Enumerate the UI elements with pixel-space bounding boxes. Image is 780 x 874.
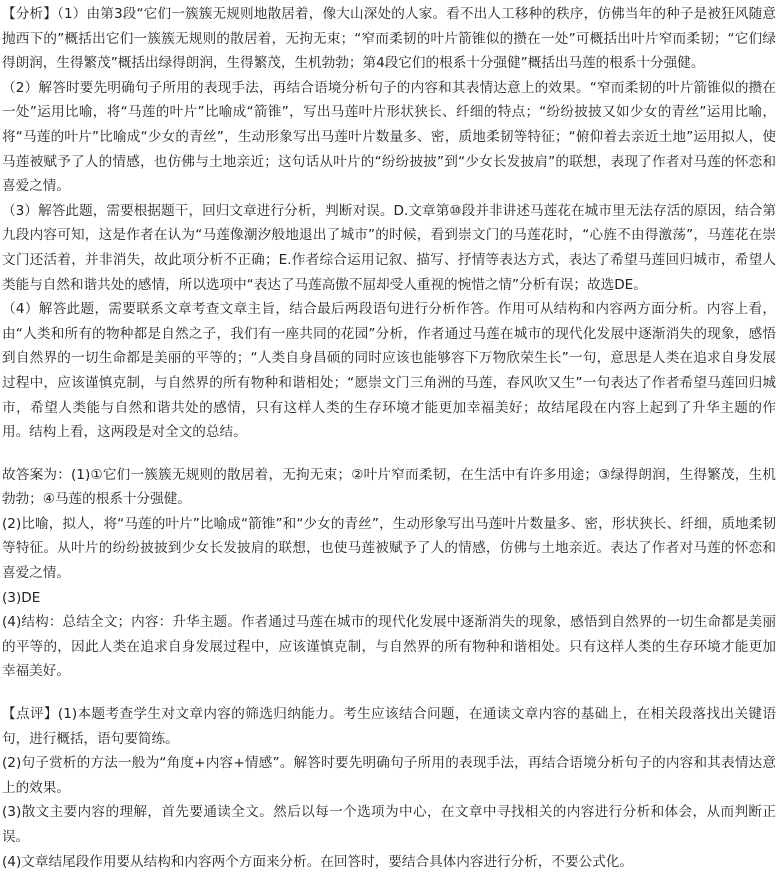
comment-part-2: (2)句子赏析的方法一般为“角度+内容+情感”。解答时要先明确句子所用的表现手法，再结合语境分析句子的内容和其表情达意上的效果。 [2,755,776,796]
comment-part-1: 【点评】(1)本题考查学生对文章内容的筛选归纳能力。考生应该结合问题，在通读文章内容的基础上，在相关段落找出关键语句，进行概括，语句要简练。 [2,706,776,747]
answer-part-3: (3)DE [2,589,41,606]
analysis-section [2,2,776,445]
analysis-part-1: 【分析】（1）由第3段“它们一簇簇无规则地散居着，像大山深处的人家。看不出人工移种的秩序，仿佛当年的种子是被狂风随意抛西下的”概括出它们一簇簇无规则的散居着，无拘无束；“窄而柔韧的叶片箭锥似的攒在一处”可概括出叶片窄而柔韧；“它们绿得朗润，生得繁茂”概括出绿得朗润，生得繁茂，生机勃勃；第4段它们的根系十分强健”概括出马莲的根系十分强健。 [2,6,776,72]
analysis-part-2: （2）解答时要先明确句子所用的表现手法，再结合语境分析句子的内容和其表情达意上的效果。“窄而柔韧的叶片箭锥似的攒在一处”运用比喻，将“马莲的叶片”比喻成“箭锥”，写出马莲叶片形状狭长、纤细的特点；“纷纷披披又如少女的青丝”运用比喻，将“马莲的叶片”比喻成“少女的青丝”，生动形象写出马莲叶片数量多、密，质地柔韧等特征；“俯仰着去亲近土地”运用拟人，使马莲被赋予了人的情感，也仿佛与土地亲近；这句话从叶片的“纷纷披披”到“少女长发披肩”的联想，表现了作者对马莲的怀恋和喜爱之情。 [2,79,776,195]
answer-part-4: (4)结构：总结全文；内容：升华主题。作者通过马莲在城市的现代化发展中逐渐消失的现象，感悟到自然界的一切生命都是美丽的平等的，因此人类在追求自身发展过程中，应该谨慎克制，与自然界的所有物种和谐相处。只有这样人类的生存环境才能更加幸福美好。 [2,614,776,680]
analysis-part-3: （3）解答此题，需要根据题干，回归文章进行分析，判断对误。D.文章第⑩段并非讲述马莲花在城市里无法存活的原因，结合第九段内容可知，这是作者在认为“马莲像潮汐般地退出了城市”的时候，看到崇文门的马莲花时，“心旌不由得激荡”，马莲花在崇文门还活着，并非消失，故此项分析不正确；E.作者综合运用记叙、描写、抒情等表达方式，表达了希望马莲回归城市，希望人类能与自然和谐共处的感情，所以选项中“表达了马莲高傲不屈却受人重视的惋惜之情”分析有误；故选DE。 [2,202,776,293]
comment-part-3: (3)散文主要内容的理解，首先要通读全文。然后以每一个选项为中心，在文章中寻找相关的内容进行分析和体会，从而判断正误。 [2,804,776,845]
answer-section [2,463,776,684]
section-spacer [2,684,776,702]
answer-part-1: 故答案为：(1)①它们一簇簇无规则的散居着，无拘无束；②叶片窄而柔韧，在生活中有许多用途；③绿得朗润，生得繁茂，生机勃勃；④马莲的根系十分强健。 [2,466,776,508]
comment-part-4: (4)文章结尾段作用要从结构和内容两个方面来分析。在回答时，要结合具体内容进行分析，不要公式化。 [2,853,633,870]
analysis-part-4: （4）解答此题，需要联系文章考查文章主旨，结合最后两段语句进行分析作答。作用可从结构和内容两方面分析。内容上看，由“人类和所有的物种都是自然之子，我们有一座共同的花园”分析，作者通过马莲在城市的现代化发展中逐渐消失的现象，感悟到自然界的一切生命都是美丽的平等的；“人类自身昌硕的同时应该也能够容下万物欣荣生长”一句，意思是人类在追求自身发展过程中，应该谨慎克制，与自然界的所有物种和谐相处；“愿崇文门三角洲的马莲，春风吹又生”一句表达了作者希望马莲回归城市，希望人类能与自然和谐共处的感情，只有这样人类的生存环境才能更加幸福美好；故结尾段在内容上起到了升华主题的作用。结构上看，这两段是对全文的总结。 [2,301,776,441]
answer-part-2: (2)比喻，拟人，将“马莲的叶片”比喻成“箭锥”和“少女的青丝”，生动形象写出马莲叶片数量多、密，形状狭长、纤细，质地柔韧等特征。从叶片的纷纷披披到少女长发披肩的联想，也使马莲被赋予了人的情感，仿佛与土地亲近。表达了作者对马莲的怀恋和喜爱之情。 [2,515,776,582]
section-spacer [2,445,776,463]
comment-section [2,702,776,874]
